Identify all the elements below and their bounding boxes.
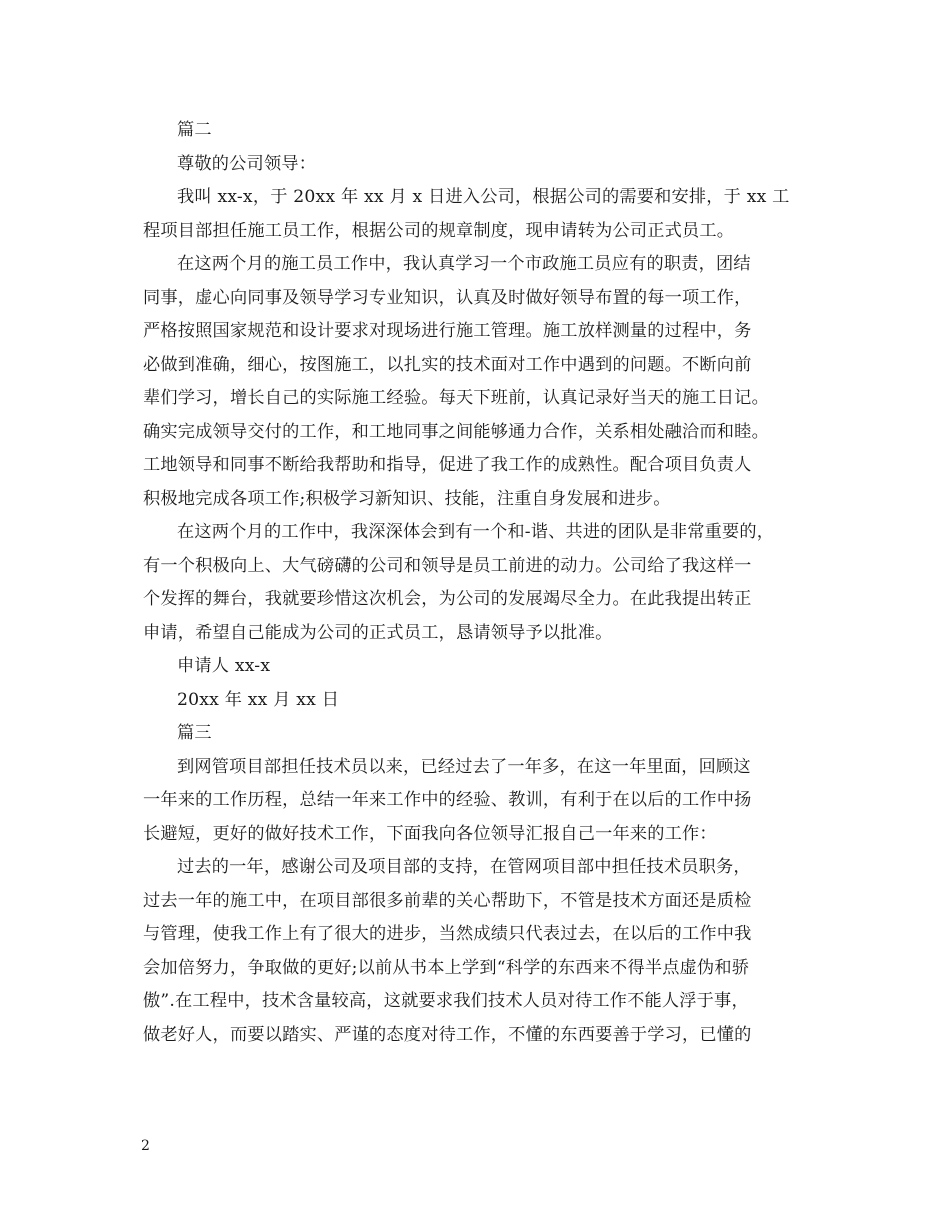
text-line: 辈们学习，增长自己的实际施工经验。每天下班前，认真记录好当天的施工日记。 bbox=[143, 388, 769, 408]
text-line: 尊敬的公司领导： bbox=[177, 153, 317, 174]
text-line: 会加倍努力，争取做的更好;以前从书本上学到“科学的东西来不得半点虚伪和骄 bbox=[143, 957, 750, 978]
text-line: 过去一年的施工中，在项目部很多前辈的关心帮助下，不管是技术方面还是质检 bbox=[143, 890, 752, 911]
text-line: 我叫 xx-x，于 20xx 年 xx 月 x 日进入公司，根据公司的需要和安排，于 xx 工 bbox=[177, 187, 790, 207]
text-line: 篇二 bbox=[177, 120, 212, 140]
document-body bbox=[143, 114, 823, 1052]
text-line: 在这两个月的施工员工作中，我认真学习一个市政施工员应有的职责，团结 bbox=[177, 254, 751, 274]
text-line: 在这两个月的工作中，我深深体会到有一个和-谐、共进的团队是非常重要的， bbox=[177, 522, 775, 542]
text-line: 个发挥的舞台，我就要珍惜这次机会，为公司的发展竭尽全力。在此我提出转正 bbox=[143, 589, 752, 609]
text-line: 20xx 年 xx 月 xx 日 bbox=[177, 689, 340, 710]
text-line: 一年来的工作历程，总结一年来工作中的经验、教训，有利于在以后的工作中扬 bbox=[143, 790, 752, 810]
text-line: 确实完成领导交付的工作，和工地同事之间能够通力合作，关系相处融洽而和睦。 bbox=[143, 421, 769, 442]
text-line: 严格按照国家规范和设计要求对现场进行施工管理。施工放样测量的过程中，务 bbox=[143, 321, 752, 341]
text-line: 有一个积极向上、大气磅礴的公司和领导是员工前进的动力。公司给了我这样一 bbox=[143, 555, 752, 576]
text-line: 积极地完成各项工作;积极学习新知识、技能，注重自身发展和进步。 bbox=[143, 488, 671, 509]
text-line: 必做到准确，细心，按图施工，以扎实的技术面对工作中遇到的问题。不断向前 bbox=[143, 354, 752, 375]
text-line: 申请人 xx-x bbox=[177, 656, 271, 676]
text-line: 长避短，更好的做好技术工作，下面我向各位领导汇报自己一年来的工作： bbox=[143, 823, 717, 844]
text-line: 篇三 bbox=[177, 723, 212, 743]
text-line: 过去的一年，感谢公司及项目部的支持，在管网项目部中担任技术员职务， bbox=[177, 857, 751, 877]
text-line: 做老好人，而要以踏实、严谨的态度对待工作，不懂的东西要善于学习，已懂的 bbox=[143, 1024, 752, 1045]
text-line: 工地领导和同事不断给我帮助和指导，促进了我工作的成熟性。配合项目负责人 bbox=[143, 455, 752, 475]
text-line: 同事，虚心向同事及领导学习专业知识，认真及时做好领导布置的每一项工作， bbox=[143, 287, 752, 308]
text-line: 与管理，使我工作上有了很大的进步，当然成绩只代表过去，在以后的工作中我 bbox=[143, 924, 752, 944]
page-number: 2 bbox=[141, 1138, 150, 1154]
text-line: 申请，希望自己能成为公司的正式员工，恳请领导予以批准。 bbox=[143, 622, 613, 643]
text-line: 到网管项目部担任技术员以来，已经过去了一年多，在这一年里面，回顾这 bbox=[177, 756, 751, 777]
text-line: 傲”.在工程中，技术含量较高，这就要求我们技术人员对待工作不能人浮于事， bbox=[143, 991, 749, 1011]
text-line: 程项目部担任施工员工作，根据公司的规章制度，现申请转为公司正式员工。 bbox=[143, 220, 735, 241]
